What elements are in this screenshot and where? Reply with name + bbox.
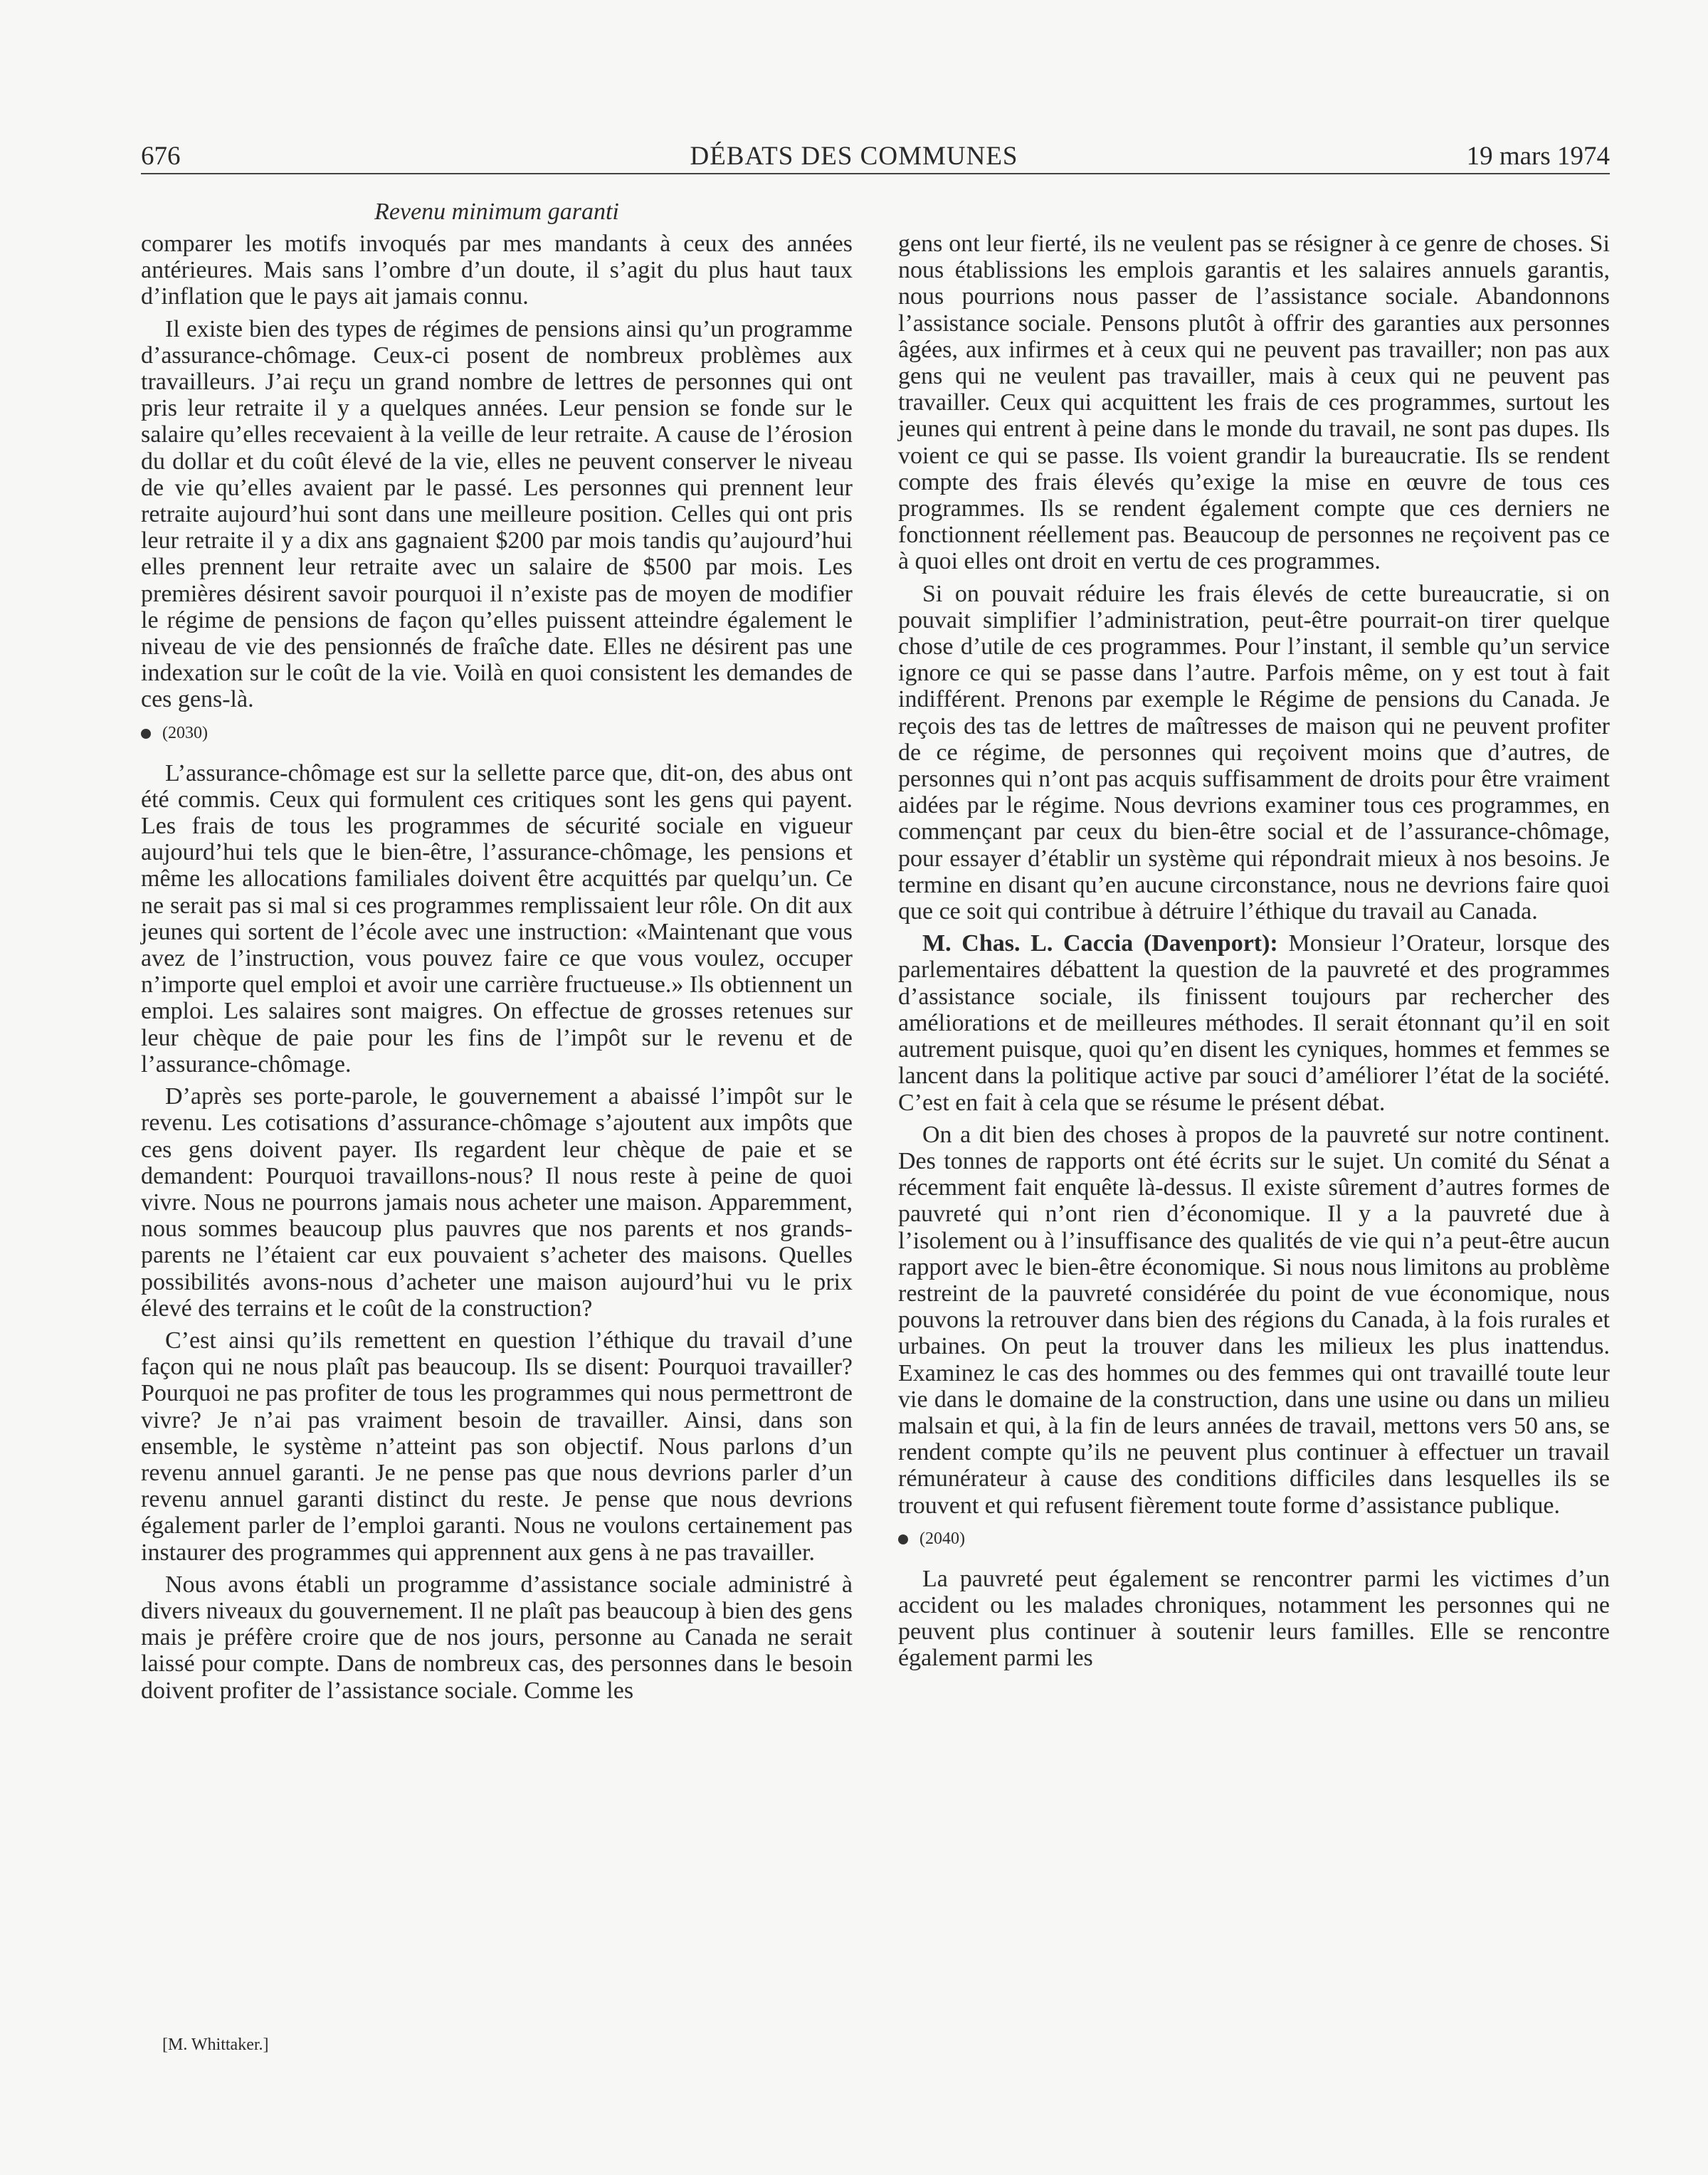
paragraph: L’assurance-chômage est sur la sellette parce que, dit-on, des abus ont été commis. Ceux qui formulent ces critiques sont les gens qui payent. Les frais de tous les programmes de sécurité sociale en vigueur aujourd’hui tels que le bien-être, l’assurance-chômage, les pensions et même les allocations familiales doivent être acquittés par quelqu’un. Ce ne serait pas si mal si ces programmes remplissaient leur rôle. On dit aux jeunes qui sortent de l’école avec une instruction: «Maintenant que vous avez de l’instruction, vous pouvez faire ce que vous voulez, occuper n’importe quel emploi et avoir une carrière fructueuse.» Ils obtiennent un emploi. Les salaires sont maigres. On effectue de grosses retenues sur leur chèque de paie pour les fins de l’impôt sur le revenu et de l’assurance-chômage.: [141, 759, 853, 1078]
paragraph: C’est ainsi qu’ils remettent en question l’éthique du travail d’une façon qui ne nous plaît pas beaucoup. Ils se disent: Pourquoi travailler? Pourquoi ne pas profiter de tous les programmes qui nous permettront de vivre? Je n’ai pas vraiment besoin de travailler. Ainsi, dans son ensemble, le système n’atteint pas son objectif. Nous parlons d’un revenu annuel garanti. Je ne pense pas que nous devrions parler d’un revenu annuel garanti distinct du reste. Je pense que nous devrions également parler de l’emploi garanti. Nous ne voulons certainement pas instaurer des programmes qui apprennent aux gens à ne pas travailler.: [141, 1327, 853, 1566]
paragraph: gens ont leur fierté, ils ne veulent pas se résigner à ce genre de choses. Si nous établissions les emplois garantis et les salaires annuels garantis, nous pourrions nous passer de l’assistance sociale. Abandonnons l’assistance sociale. Pensons plutôt à offrir des garanties aux personnes âgées, aux infirmes et à ceux qui ne peuvent pas travailler; non pas aux gens qui ne veulent pas travailler, mais à ceux qui ne peuvent pas travailler. Ceux qui acquittent les frais de ces programmes, surtout les jeunes qui entrent à peine dans le monde du travail, ne sont pas dupes. Ils voient ce qui se passe. Ils voient grandir la bureaucratie. Ils se rendent compte des frais élevés qu’exige la mise en œuvre de tous ces programmes. Ils se rendent également compte que ces derniers ne fonctionnent réellement pas. Beaucoup de personnes ne reçoivent pas ce à quoi elles ont droit en vertu de ces programmes.: [898, 231, 1610, 575]
bullet-icon: [898, 1534, 908, 1544]
speaker-name: M. Chas. L. Caccia (Davenport):: [922, 930, 1278, 957]
section-heading: Revenu minimum garanti: [374, 199, 619, 225]
time-marker: [141, 723, 853, 744]
paragraph: La pauvreté peut également se rencontrer parmi les victimes d’un accident ou les malades chroniques, notamment les personnes qui ne peuvent plus continuer à soutenir leurs familles. Elle se rencontre également parmi les: [898, 1565, 1610, 1672]
paragraph: Nous avons établi un programme d’assistance sociale administré à divers niveaux du gouvernement. Il ne plaît pas beaucoup à bien des gens mais je préfère croire que de nos jours, personne au Canada ne serait laissé pour compte. Dans de nombreux cas, des personnes dans le besoin doivent profiter de l’assistance sociale. Comme les: [141, 1571, 853, 1704]
publication-title: DÉBATS DES COMMUNES: [690, 142, 1018, 171]
page-number: 676: [141, 142, 181, 171]
speech-text: Monsieur l’Orateur, lorsque des parlementaires débattent la question de la pauvreté et des programmes d’assistance sociale, ils finissent toujours par rechercher des améliorations et de meilleures méthodes. Il serait étonnant qu’il en soit autrement puisque, quoi qu’en disent les cyniques, hommes et femmes se lancent dans la politique active par souci d’améliorer l’état de la société. C’est en fait à cela que se résume le présent débat.: [898, 930, 1611, 1116]
paragraph: Il existe bien des types de régimes de pensions ainsi qu’un programme d’assurance-chômage. Ceux-ci posent de nombreux problèmes aux travailleurs. J’ai reçu un grand nombre de lettres de personnes qui ont pris leur retraite il y a quelques années. Leur pension se fonde sur le salaire qu’elles recevaient à la veille de leur retraite. A cause de l’érosion du dollar et du coût élevé de la vie, elles ne peuvent conserver le niveau de vie qu’elles avaient par le passé. Les personnes qui prennent leur retraite aujourd’hui sont dans une meilleure position. Celles qui ont pris leur retraite il y a dix ans gagnaient $200 par mois tandis qu’aujourd’hui elles prennent leur retraite avec un salaire de $500 par mois. Les premières désirent savoir pourquoi il n’existe pas de moyen de modifier le régime de pensions de façon qu’elles puissent atteindre également le niveau de vie des pensionnés de fraîche date. Elles ne désirent pas une indexation sur le coût de la vie. Voilà en quoi consistent les demandes de ces gens-là.: [141, 315, 853, 713]
bullet-icon: [141, 729, 151, 739]
time-marker-label: (2040): [919, 1529, 965, 1549]
speech-paragraph: [898, 930, 1610, 1115]
paragraph: D’après ses porte-parole, le gouvernement a abaissé l’impôt sur le revenu. Les cotisations d’assurance-chômage s’ajoutent aux impôts que ces gens doivent payer. Ils regardent leur chèque de paie et se demandent: Pourquoi travaillons-nous? Il nous reste à peine de quoi vivre. Nous ne pourrons jamais nous acheter une maison. Apparemment, nous sommes beaucoup plus pauvres que nos parents et nos grands-parents ne l’étaient car eux pouvaient s’acheter des maisons. Quelles possibilités avons-nous d’acheter une maison aujourd’hui vu le prix élevé des terrains et le coût de la construction?: [141, 1083, 853, 1322]
publication-date: 19 mars 1974: [1466, 142, 1610, 171]
paragraph: comparer les motifs invoqués par mes mandants à ceux des années antérieures. Mais sans l’ombre d’un doute, il s’agit du plus haut taux d’inflation que le pays ait jamais connu.: [141, 231, 853, 310]
time-marker-label: (2030): [162, 724, 208, 743]
paragraph: Si on pouvait réduire les frais élevés de cette bureaucratie, si on pouvait simplifier l’administration, peut-être pourrait-on tirer quelque chose d’utile de ces programmes. Pour l’instant, il semble qu’un service ignore ce qui se passe dans l’autre. Parfois même, on y est tout à fait indifférent. Prenons par exemple le Régime de pensions du Canada. Je reçois des tas de lettres de maîtresses de maison qui ne peuvent profiter de ce régime, de personnes qui reçoivent moins que d’autres, de personnes qui n’ont pas acquis suffisamment de droits pour être vraiment aidées par le régime. Nous devrions examiner tous ces programmes, en commençant par ceux du bien-être social et de l’assurance-chômage, pour essayer d’établir un système qui répondrait mieux à nos besoins. Je termine en disant qu’en aucune circonstance, nous ne devrions faire quoi que ce soit qui contribue à détruire l’éthique du travail au Canada.: [898, 580, 1610, 925]
paragraph: On a dit bien des choses à propos de la pauvreté sur notre continent. Des tonnes de rapports ont été écrits sur le sujet. Un comité du Sénat a récemment fait enquête là-dessus. Il existe sûrement d’autres formes de pauvreté qui n’ont rien d’économique. Il y a la pauvreté due à l’isolement ou à l’insuffisance des qualités de vie qui n’a peut-être aucun rapport avec le bien-être économique. Si nous nous limitons au problème restreint de la pauvreté considérée du point de vue économique, nous pouvons la retrouver dans bien des régions du Canada, à la fois rurales et urbaines. On peut la trouver dans les milieux les plus inattendus. Examinez le cas des hommes ou des femmes qui ont travaillé toute leur vie dans le domaine de la construction, dans une usine ou dans un milieu malsain et qui, à la fin de leurs années de travail, mettons vers 50 ans, se rendent compte qu’ils ne peuvent plus continuer à effectuer un travail rémunérateur à cause des conditions difficiles dans lesquelles ils se trouvent et qui refusent fièrement toute forme d’assistance publique.: [898, 1121, 1610, 1519]
right-column: [898, 231, 1610, 1678]
speaker-attribution: [M. Whittaker.]: [162, 2036, 269, 2054]
time-marker: [898, 1529, 1610, 1550]
left-column: [141, 231, 853, 1710]
header-rule: [141, 173, 1610, 174]
